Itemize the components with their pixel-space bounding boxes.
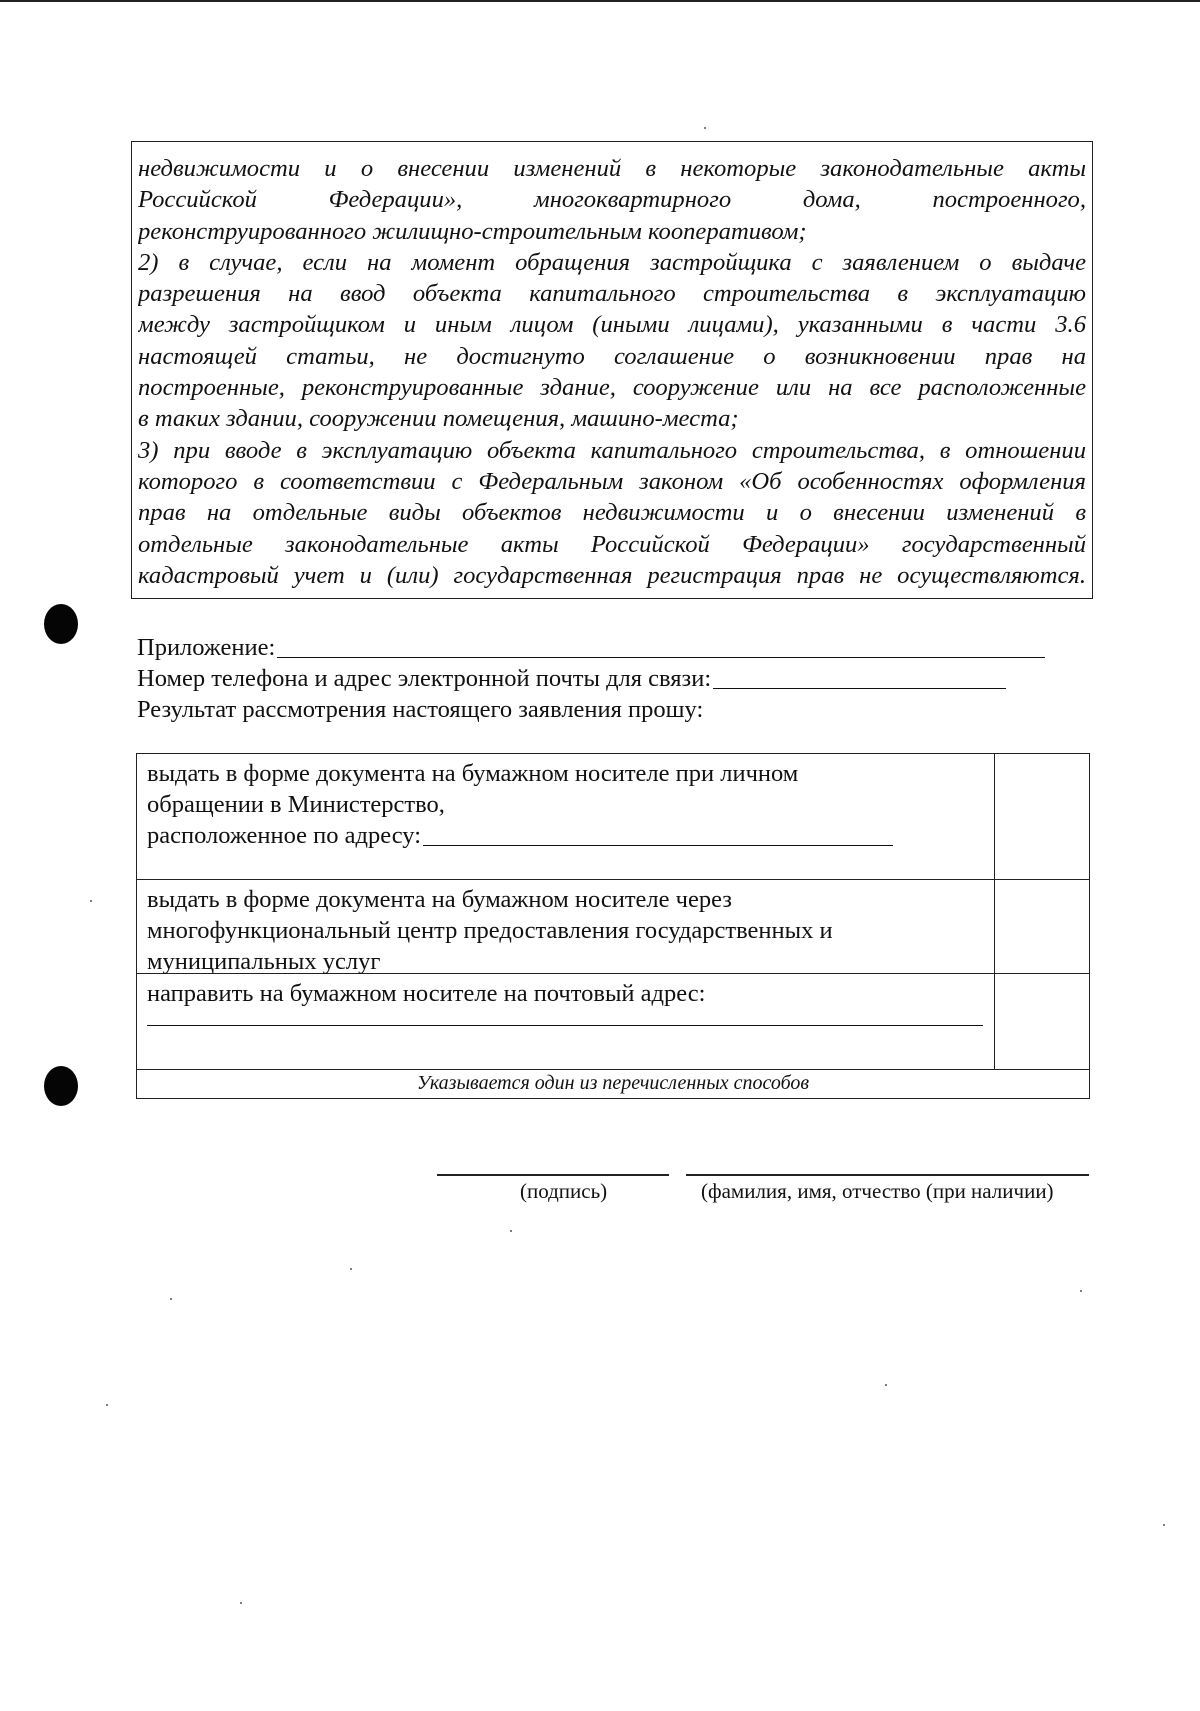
legal-text-line: кадастровый учет и (или) государственная регистрация прав не осуществляются. [138,561,1086,589]
scan-speck [1163,1524,1165,1526]
option-text-line: выдать в форме документа на бумажном носителе при личном [147,760,799,787]
legal-text-line: недвижимости и о внесении изменений в некоторые законодательные акты [138,155,1086,182]
scan-speck [510,1230,512,1232]
option-checkbox-cell[interactable] [995,880,1089,973]
contact-row [137,663,1087,694]
contact-label: Номер телефона и адрес электронной почты для связи: [137,665,712,692]
contact-blank[interactable] [713,664,1006,689]
options-note: Указывается один из перечисленных способов [416,1072,810,1094]
option-text-line: направить на бумажном носителе на почтовый адрес: [147,980,706,1007]
legal-text-line: прав на отдельные виды объектов недвижимости и о внесении изменений в [138,499,1086,527]
scan-speck [170,1298,172,1300]
option-text [137,754,995,879]
legal-text-line: разрешения на ввод объекта капитального строительства в эксплуатацию [138,280,1086,308]
result-row [137,694,1087,725]
option-text [137,880,995,973]
attachment-label: Приложение: [137,634,276,661]
option-text-line: выдать в форме документа на бумажном носителе через [147,886,732,913]
option-checkbox-cell[interactable] [995,754,1089,879]
legal-text-line: которого в соответствии с Федеральным законом «Об особенностях оформления [138,467,1086,495]
delivery-options-table [136,753,1090,1099]
scan-speck [704,127,706,129]
legal-text-line: 3) при вводе в эксплуатацию объекта капитального строительства, в отношении [138,436,1086,464]
option-mfc [137,880,1089,974]
punch-hole [44,1066,78,1106]
option-checkbox-cell[interactable] [995,974,1089,1069]
option-text-line [147,820,984,851]
signature-caption: (подпись) [520,1179,608,1203]
punch-hole [44,604,78,644]
legal-text-line: Российской Федерации», многоквартирного дома, построенного, [138,186,1086,214]
address-label: расположенное по адресу: [147,822,421,849]
legal-text-line: между застройщиком и иным лицом (иными лицами), указанными в части 3.6 [138,311,1086,339]
legal-text-line: в таких здании, сооружении помещения, машино-места; [138,405,739,433]
full-name-line[interactable] [686,1174,1089,1176]
option-text-line: обращении в Министерство, [147,791,445,818]
result-label: Результат рассмотрения настоящего заявления прошу: [137,696,704,723]
full-name-caption: (фамилия, имя, отчество (при наличии) [701,1179,1054,1203]
scan-speck [350,1268,352,1270]
scan-speck [885,1384,887,1386]
options-note-row [137,1070,1089,1098]
scan-speck [90,900,92,902]
scan-speck [106,1404,108,1406]
legal-text-line: реконструированного жилищно-строительным кооперативом; [138,217,807,245]
postal-address-blank[interactable] [147,1011,983,1026]
option-in-person [137,754,1089,880]
signature-line[interactable] [437,1174,669,1176]
option-text [137,974,995,1069]
option-text-line: многофункциональный центр предоставления государственных и [147,917,833,944]
attachment-blank[interactable] [277,633,1045,658]
scan-speck [1080,1290,1082,1292]
option-text-line: муниципальных услуг [147,948,381,975]
option-post [137,974,1089,1070]
attachment-row [137,632,1087,663]
legal-text-line: настоящей статьи, не достигнуто соглашение о возникновении прав на [138,342,1086,370]
application-fields [137,632,1087,725]
scan-speck [240,1602,242,1604]
scan-top-edge [0,0,1200,2]
legal-text-line: 2) в случае, если на момент обращения застройщика с заявлением о выдаче [138,248,1086,276]
ministry-address-blank[interactable] [423,821,893,846]
legal-text-line: построенные, реконструированные здание, сооружение или на все расположенные [138,374,1086,402]
legal-text-frame [131,141,1093,599]
legal-text-line: отдельные законодательные акты Российской Федерации» государственный [138,530,1086,558]
